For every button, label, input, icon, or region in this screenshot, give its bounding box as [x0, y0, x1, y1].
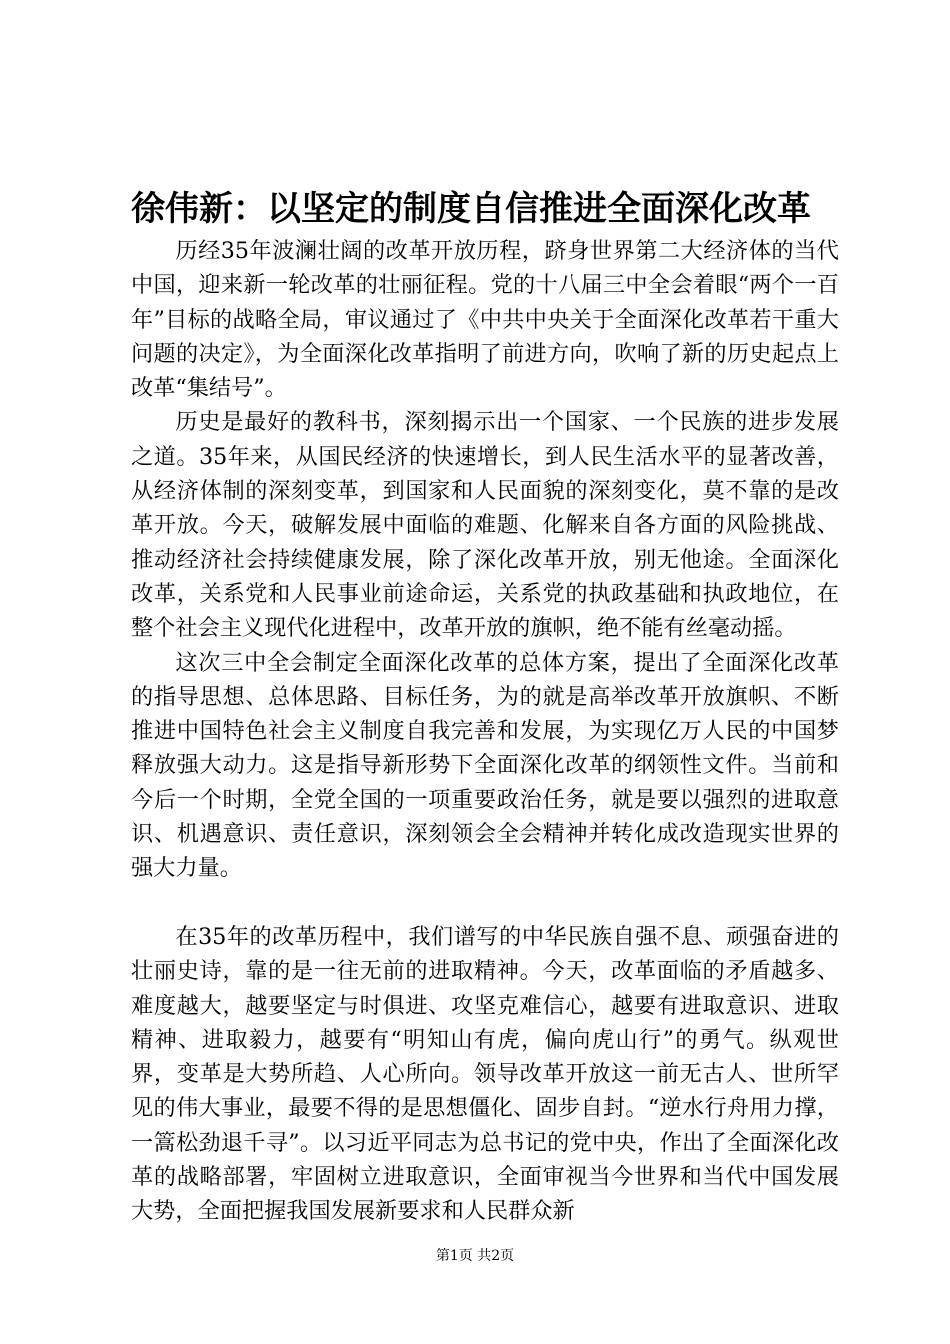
paragraph-3: 这次三中全会制定全面深化改革的总体方案，提出了全面深化改革的指导思想、总体思路、目标任务，为的就是高举改革开放旗帜、不断推进中国特色社会主义制度自我完善和发展，为实现亿万人民的中国梦释放强大动力。这是指导新形势下全面深化改革的纲领性文件。当前和今后一个时期，全党全国的一项重要政治任务，就是要以强烈的进取意识、机遇意识、责任意识，深刻领会全会精神并转化成改造现实世界的强大力量。 [131, 649, 839, 882]
document-title: 徐伟新：以坚定的制度自信推进全面深化改革 [131, 189, 811, 229]
paragraph-4: 在35年的改革历程中，我们谱写的中华民族自强不息、顽强奋进的壮丽史诗，靠的是一往无前的进取精神。今天，改革面临的矛盾越多、难度越大，越要坚定与时俱进、攻坚克难信心，越要有进取意识、进取精神、进取毅力，越要有“明知山有虎，偏向虎山行”的勇气。纵观世界，变革是大势所趋、人心所向。领导改革开放这一前无古人、世所罕见的伟大事业，最要不得的是思想僵化、固步自封。“逆水行舟用力撑，一篙松劲退千寻”。以习近平同志为总书记的党中央，作出了全面深化改革的战略部署，牢固树立进取意识，全面审视当今世界和当代中国发展大势，全面把握我国发展新要求和人民群众新 [131, 923, 839, 1225]
paragraph-gap [131, 886, 839, 920]
page-footer: 第1页 共2页 [435, 1248, 515, 1264]
paragraph-2: 历史是最好的教科书，深刻揭示出一个国家、一个民族的进步发展之道。35年来，从国民经济的快速增长，到人民生活水平的显著改善，从经济体制的深刻变革，到国家和人民面貌的深刻变化，莫不靠的是改革开放。今天，破解发展中面临的难题、化解来自各方面的风险挑战、推动经济社会持续健康发展，除了深化改革开放，别无他途。全面深化改革，关系党和人民事业前途命运，关系党的执政基础和执政地位，在整个社会主义现代化进程中，改革开放的旗帜，绝不能有丝毫动摇。 [131, 409, 839, 642]
paragraph-1: 历经35年波澜壮阔的改革开放历程，跻身世界第二大经济体的当代中国，迎来新一轮改革的壮丽征程。党的十八届三中全会着眼“两个一百年”目标的战略全局，审议通过了《中共中央关于全面深化改革若干重大问题的决定》，为全面深化改革指明了前进方向，吹响了新的历史起点上改革“集结号”。 [131, 238, 839, 402]
document-body [131, 234, 839, 1229]
